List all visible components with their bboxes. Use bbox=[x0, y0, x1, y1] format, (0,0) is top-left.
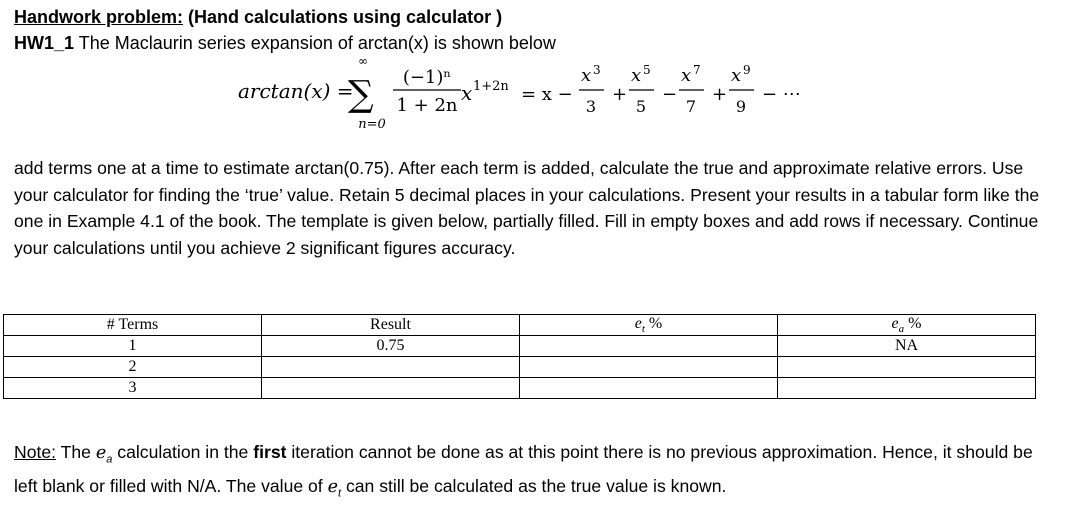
title-underlined: Handwork problem: bbox=[14, 7, 184, 27]
frac-numerator: (−1)ⁿ bbox=[402, 67, 452, 88]
header-result: Result bbox=[262, 315, 520, 336]
note-paragraph bbox=[14, 439, 1059, 507]
note-bold-word: first bbox=[253, 442, 287, 462]
header-et-unit: % bbox=[644, 315, 663, 332]
results-table bbox=[3, 314, 1036, 399]
note-ea-symbol: e bbox=[95, 443, 107, 463]
hw-text: The Maclaurin series expansion of arctan(x) is shown below bbox=[74, 33, 556, 53]
term-5-exp: 5 bbox=[643, 63, 651, 77]
cell-terms: 2 bbox=[4, 357, 262, 378]
table-row bbox=[4, 357, 1036, 378]
header-et-sub: t bbox=[641, 323, 645, 336]
cell-ea[interactable]: NA bbox=[778, 336, 1036, 357]
term-7-num: x bbox=[681, 65, 692, 86]
sum-lower-limit: n=0 bbox=[358, 117, 386, 132]
cell-ea[interactable] bbox=[778, 378, 1036, 399]
header-et-symbol: e bbox=[634, 315, 642, 332]
note-text-1: The bbox=[56, 442, 96, 462]
header-terms: # Terms bbox=[4, 315, 262, 336]
term-5-op: − bbox=[662, 84, 678, 105]
note-text-3: iteration cannot be done as at this point there is no previous approximation. Hence, it should be left blank or filled with N/A. The value of bbox=[14, 442, 1033, 497]
term-9-num: x bbox=[731, 65, 742, 86]
expansion-start: = x − bbox=[521, 84, 573, 105]
table-header-row bbox=[4, 315, 1036, 336]
cell-terms: 1 bbox=[4, 336, 262, 357]
cell-ea[interactable] bbox=[778, 357, 1036, 378]
maclaurin-formula bbox=[0, 56, 1067, 136]
cell-et[interactable] bbox=[520, 336, 778, 357]
term-7-exp: 7 bbox=[693, 63, 701, 77]
cell-et[interactable] bbox=[520, 357, 778, 378]
title-rest: (Hand calculations using calculator ) bbox=[183, 7, 503, 27]
note-label: Note: bbox=[14, 442, 57, 462]
term-3-num: x bbox=[581, 65, 592, 86]
cell-result[interactable] bbox=[262, 357, 520, 378]
term-5-den: 5 bbox=[635, 97, 647, 116]
term-7-den: 7 bbox=[685, 97, 697, 116]
table-row bbox=[4, 336, 1036, 357]
term-3-op: + bbox=[612, 84, 628, 105]
term-5-num: x bbox=[631, 65, 642, 86]
cell-result[interactable] bbox=[262, 378, 520, 399]
frac-denominator: 1 + 2n bbox=[396, 95, 458, 116]
note-text-2: calculation in the bbox=[112, 442, 254, 462]
sigma-icon: ∑ bbox=[348, 74, 374, 115]
header-ea-unit: % bbox=[904, 315, 922, 332]
power-base: x bbox=[461, 81, 473, 105]
note-text-4: can still be calculated as the true value is known. bbox=[341, 476, 727, 497]
header-et bbox=[520, 315, 778, 336]
header-ea-sub: a bbox=[898, 323, 905, 336]
term-3-exp: 3 bbox=[593, 63, 601, 77]
instructions-paragraph: add terms one at a time to estimate arctan(0.75). After each term is added, calculate the true and approximate relative errors. Use your calculator for finding the ‘true’ value. Retain 5 decimal places in your calculations. Present your results in a tabular form like the one in Example 4.1 of the book. The template is given below, partially filled. Fill in empty boxes and add rows if necessary. Continue your calculations until you achieve 2 significant figures accuracy. bbox=[14, 158, 1040, 258]
hw-id: HW1_1 bbox=[14, 33, 75, 53]
cell-et[interactable] bbox=[520, 378, 778, 399]
cell-terms: 3 bbox=[4, 378, 262, 399]
term-9-exp: 9 bbox=[743, 63, 751, 77]
term-9-den: 9 bbox=[735, 97, 747, 116]
hw-line bbox=[14, 33, 556, 54]
sum-upper-limit: ∞ bbox=[358, 56, 368, 68]
header-ea bbox=[778, 315, 1036, 336]
term-9-op: − ⋯ bbox=[762, 84, 801, 105]
power-exponent: 1+2n bbox=[473, 79, 509, 94]
cell-result[interactable]: 0.75 bbox=[262, 336, 520, 357]
problem-title bbox=[14, 7, 502, 28]
note-et-sub: t bbox=[338, 487, 342, 500]
term-3-den: 3 bbox=[585, 97, 597, 116]
formula-lhs: arctan(x) = bbox=[238, 79, 354, 103]
note-ea-sub: a bbox=[106, 453, 113, 466]
header-ea-symbol: e bbox=[891, 315, 899, 332]
table-row bbox=[4, 378, 1036, 399]
note-et-symbol: e bbox=[327, 477, 339, 498]
term-7-op: + bbox=[712, 84, 728, 105]
